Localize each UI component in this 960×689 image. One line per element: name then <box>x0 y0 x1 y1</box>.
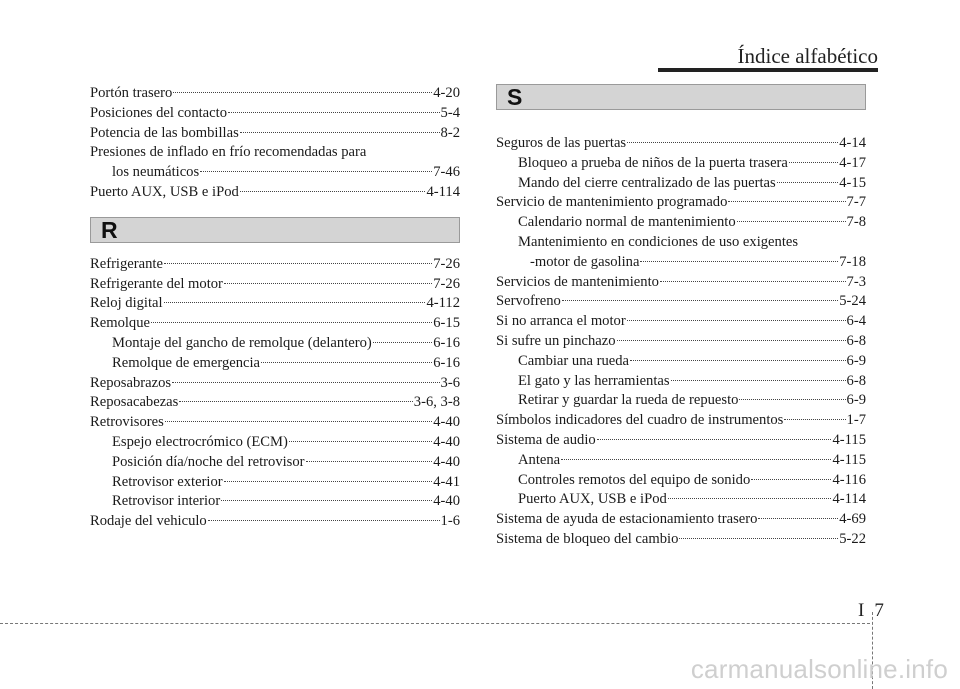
left-column <box>90 84 460 532</box>
index-entry: Servicio de mantenimiento programado 7-7 <box>496 194 866 211</box>
index-subentry: Remolque de emergencia 6-16 <box>112 354 460 371</box>
index-entry: Símbolos indicadores del cuadro de instrumentos 1-7 <box>496 412 866 429</box>
index-subentry: Montaje del gancho de remolque (delantero) 6-16 <box>112 334 460 351</box>
index-entry: Seguros de las puertas 4-14 <box>496 135 866 151</box>
index-entry: Potencia de las bombillas 8-2 <box>90 124 460 141</box>
index-entry: Retrovisores 4-40 <box>90 414 460 431</box>
index-entry: Si no arranca el motor 6-4 <box>496 313 866 330</box>
index-entry: Si sufre un pinchazo 6-8 <box>496 332 866 349</box>
index-subentry: Retrovisor exterior 4-41 <box>112 473 460 490</box>
right-column <box>496 84 866 550</box>
section-letter: S <box>507 84 523 110</box>
index-entry: Puerto AUX, USB e iPod 4-114 <box>90 183 460 200</box>
index-subentry: Mando del cierre centralizado de las puertas 4-15 <box>518 174 866 191</box>
index-subentry: Retirar y guardar la rueda de repuesto 6-9 <box>518 392 866 409</box>
index-subentry: Espejo electrocrómico (ECM) 4-40 <box>112 433 460 450</box>
index-entry: Posiciones del contacto 5-4 <box>90 104 460 121</box>
section-header-s <box>496 84 866 110</box>
index-entry: los neumáticos 7-46 <box>112 164 460 181</box>
index-entry: Servicios de mantenimiento 7-3 <box>496 273 866 290</box>
index-subentry: El gato y las herramientas 6-8 <box>518 372 866 389</box>
header-rule <box>658 68 878 72</box>
header-title: Índice alfabético <box>737 44 878 68</box>
index-entry: Reloj digital 4-112 <box>90 295 460 312</box>
page-section: I <box>858 600 865 621</box>
index-entry: Reposacabezas 3-6, 3-8 <box>90 394 460 411</box>
footer-dashed-line <box>0 623 870 624</box>
index-entry: Remolque 6-15 <box>90 315 460 332</box>
index-subentry: Cambiar una rueda 6-9 <box>518 352 866 369</box>
index-entry: Rodaje del vehiculo 1-6 <box>90 513 460 530</box>
section-header-r <box>90 217 460 243</box>
index-entry: Refrigerante del motor 7-26 <box>90 275 460 292</box>
watermark: carmanualsonline.info <box>690 654 948 684</box>
index-subentry: Calendario normal de mantenimiento 7-8 <box>518 214 866 231</box>
index-subentry: Puerto AUX, USB e iPod 4-114 <box>518 491 866 508</box>
index-subentry: Retrovisor interior 4-40 <box>112 493 460 510</box>
index-entry: Portón trasero 4-20 <box>90 85 460 101</box>
page-index: 7 <box>874 600 884 621</box>
index-entry: Sistema de bloqueo del cambio 5-22 <box>496 530 866 547</box>
index-entry: Reposabrazos 3-6 <box>90 374 460 391</box>
index-subentry: Posición día/noche del retrovisor 4-40 <box>112 453 460 470</box>
index-entry: Sistema de audio 4-115 <box>496 431 866 448</box>
index-subentry-multiline: Mantenimiento en condiciones de uso exigentes <box>518 233 799 250</box>
section-letter: R <box>101 216 118 243</box>
index-entry: Servofreno 5-24 <box>496 293 866 310</box>
index-subentry: -motor de gasolina 7-18 <box>530 253 866 270</box>
index-subentry: Controles remotos del equipo de sonido 4-116 <box>518 471 866 488</box>
index-entry: Sistema de ayuda de estacionamiento trasero 4-69 <box>496 511 866 528</box>
page-number <box>858 600 884 622</box>
index-entry-multiline: Presiones de inflado en frío recomendadas para <box>90 144 367 161</box>
index-subentry: Bloqueo a prueba de niños de la puerta trasera 4-17 <box>518 154 866 171</box>
index-subentry: Antena 4-115 <box>518 451 866 468</box>
index-entry: Refrigerante 7-26 <box>90 255 460 272</box>
